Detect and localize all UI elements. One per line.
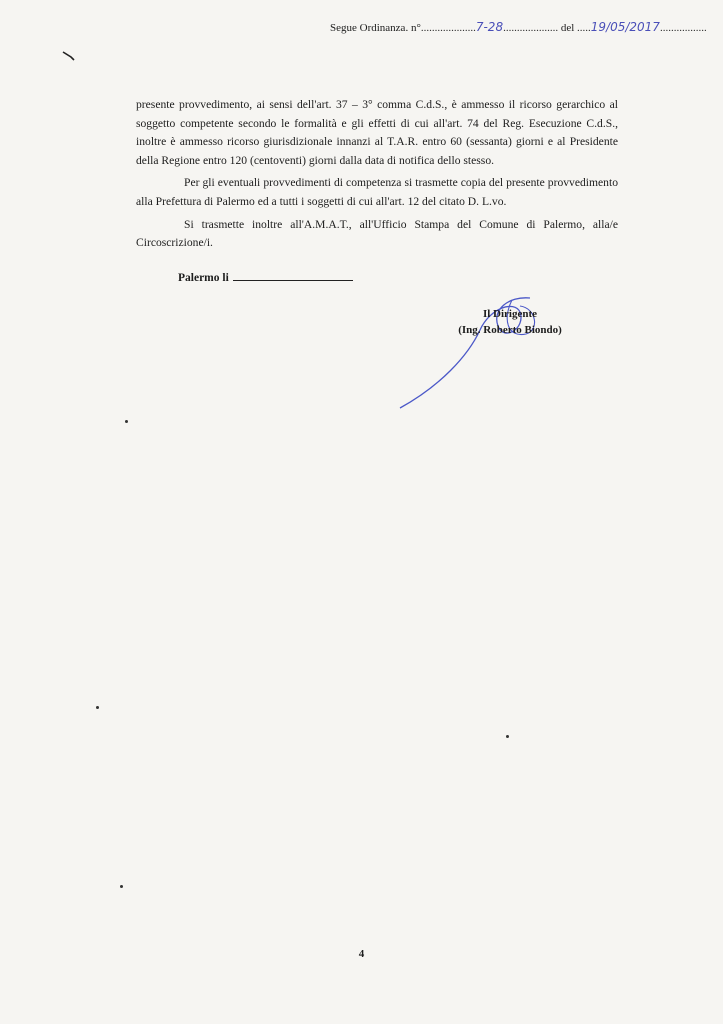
ordinance-number: 7-28	[475, 20, 504, 34]
scan-speck	[125, 420, 128, 423]
paragraph-prefettura: Per gli eventuali provvedimenti di competenza si trasmette copia del presente provvedimento alla Prefettura di Palermo ed a tutti i soggetti di cui all'art. 12 del citato D. L.vo.	[136, 176, 618, 208]
place-date-line	[178, 270, 353, 284]
scan-speck	[506, 735, 509, 738]
signer-name: (Ing. Roberto Biondo)	[458, 324, 562, 336]
header-prefix: Segue Ordinanza. n°	[330, 22, 421, 34]
ordinance-header: Segue Ordinanza. n°....................7-28.................... del .....19/05/2017.................	[330, 20, 707, 34]
header-del-label: del	[560, 22, 575, 34]
scan-speck	[120, 885, 123, 888]
paragraph-transmission: Si trasmette inoltre all'A.M.A.T., all'Ufficio Stampa del Comune di Palermo, alla/e Circoscrizione/i.	[136, 217, 618, 250]
signer-title: Il Dirigente	[482, 308, 538, 320]
date-blank-line	[233, 270, 353, 281]
page-number: 4	[358, 948, 365, 960]
paragraph-appeal: presente provvedimento, ai sensi dell'art. 37 – 3° comma C.d.S., è ammesso il ricorso gerarchico al soggetto competente secondo le formalità e gli effetti di cui all'art. 74 del Reg. Esecuzione C.d.S., inoltre è ammesso ricorso giurisdizionale innanzi al T.A.R. entro 60 (sessanta) giorni e al Presidente della Regione entro 120 (centoventi) giorni dalla data di notifica dello stesso.	[136, 98, 618, 167]
signature-block	[440, 306, 580, 338]
scan-speck	[96, 706, 99, 709]
bleed-through-text	[132, 190, 622, 250]
place-date-label: Palermo li	[178, 272, 229, 284]
stray-mark	[62, 50, 76, 62]
ordinance-date: 19/05/2017	[590, 20, 660, 34]
